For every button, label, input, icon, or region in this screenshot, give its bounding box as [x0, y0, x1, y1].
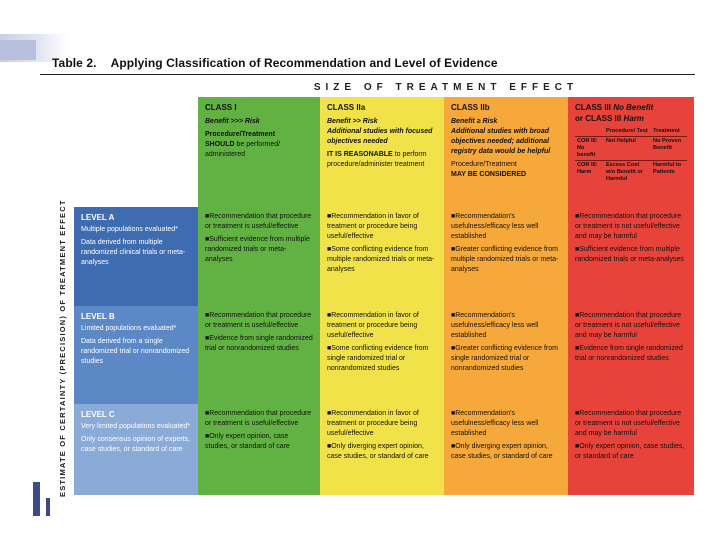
slide-decoration-bottom — [33, 482, 40, 516]
class-iib-statement: Procedure/Treatment MAY BE CONSIDERED — [451, 161, 527, 179]
level-c-title: LEVEL C — [81, 410, 115, 419]
level-b-class-i-cell: ■ Recommendation that procedure or treatment is useful/effective ■ Evidence from single randomized trial or nonrandomized studies — [198, 306, 320, 404]
class-iii-title: CLASS III No Benefit or CLASS III Harm — [575, 103, 654, 124]
level-a-class-iia-cell: ■ Recommendation in favor of treatment or procedure being useful/effective ■ Some conflicting evidence from multiple randomized trials or meta-analyses — [320, 207, 444, 306]
size-of-effect-header: SIZE OF TREATMENT EFFECT — [313, 82, 579, 93]
level-b-header — [74, 306, 198, 404]
certainty-side-label: ESTIMATE OF CERTAINTY (PRECISION) OF TREATMENT EFFECT — [58, 199, 67, 497]
slide-decoration-bottom-small — [46, 498, 50, 516]
class-iia-statement: IT IS REASONABLE to perform procedure/administer treatment — [327, 151, 427, 169]
level-a-populations: Multiple populations evaluated* — [81, 226, 178, 234]
class-iib-subtitle: Benefit ≥ Risk — [451, 118, 498, 126]
level-c-header — [74, 404, 198, 495]
table-title-text: Applying Classification of Recommendation and Level of Evidence — [110, 56, 498, 70]
class-iia-header — [320, 97, 444, 207]
level-a-header — [74, 207, 198, 306]
level-a-class-i-cell: ■ Recommendation that procedure or treatment is useful/effective ■ Sufficient evidence from multiple randomized trials or meta-analyses — [198, 207, 320, 306]
level-b-data-source: Data derived from a single randomized trial or nonrandomized studies — [81, 338, 190, 366]
level-b-class-iia-cell: ■ Recommendation in favor of treatment or procedure being useful/effective ■ Some conflicting evidence from single randomized trial or nonrandomized studies — [320, 306, 444, 404]
table-number: Table 2. — [52, 56, 97, 70]
level-c-class-iib-cell: ■ Recommendation's usefulness/efficacy less well established ■ Only diverging expert opinion, case studies, or standard of care — [444, 404, 568, 495]
class-iii-header — [568, 97, 694, 207]
class-iib-note: Additional studies with broad objectives needed; additional registry data would be helpful — [451, 128, 551, 156]
class-i-statement: Procedure/Treatment SHOULD be performed/ administered — [205, 131, 281, 159]
level-a-class-iii-cell: ■ Recommendation that procedure or treatment is not useful/effective and may be harmful ■ Sufficient evidence from multiple randomized trials or meta-analyses — [568, 207, 694, 306]
level-a-class-iib-cell: ■ Recommendation's usefulness/efficacy less well established ■ Greater conflicting evidence from multiple randomized trials or meta-analyses — [444, 207, 568, 306]
class-i-header — [198, 97, 320, 207]
class-i-title: CLASS I — [205, 103, 237, 112]
level-b-title: LEVEL B — [81, 312, 115, 321]
class-iii-mini-table: Procedure/ Test Treatment COR III: No benefit Not Helpful No Proven Benefit COR III: Harm Excess Cost w/o Benefit or Harmful Harmful to Patients — [575, 127, 687, 184]
level-c-populations: Very limited populations evaluated* — [81, 423, 190, 431]
class-i-subtitle: Benefit >>> Risk — [205, 118, 260, 126]
level-b-populations: Limited populations evaluated* — [81, 325, 177, 333]
class-iia-title: CLASS IIa — [327, 103, 366, 112]
level-c-class-iia-cell: ■ Recommendation in favor of treatment or procedure being useful/effective ■ Only diverging expert opinion, case studies, or standard of care — [320, 404, 444, 495]
class-iib-header — [444, 97, 568, 207]
title-rule — [40, 74, 695, 75]
class-iia-subtitle: Benefit >> Risk — [327, 118, 378, 126]
level-c-data-source: Only consensus opinion of experts, case studies, or standard of care — [81, 436, 190, 454]
level-a-title: LEVEL A — [81, 213, 115, 222]
level-c-class-i-cell: ■ Recommendation that procedure or treatment is useful/effective ■ Only expert opinion, case studies, or standard of care — [198, 404, 320, 495]
level-b-class-iib-cell: ■ Recommendation's usefulness/efficacy less well established ■ Greater conflicting evidence from single randomized trial or nonrandomized studies — [444, 306, 568, 404]
level-a-data-source: Data derived from multiple randomized clinical trials or meta-analyses — [81, 239, 186, 267]
slide-decoration-top-block — [0, 40, 36, 60]
class-iib-title: CLASS IIb — [451, 103, 490, 112]
level-b-class-iii-cell: ■ Recommendation that procedure or treatment is not useful/effective and may be harmful ■ Evidence from single randomized trial or nonrandomized studies — [568, 306, 694, 404]
level-c-class-iii-cell: ■ Recommendation that procedure or treatment is not useful/effective and may be harmful ■ Only expert opinion, case studies, or standard of care — [568, 404, 694, 495]
table-title — [52, 56, 498, 70]
class-iia-note: Additional studies with focused objectives needed — [327, 128, 433, 146]
